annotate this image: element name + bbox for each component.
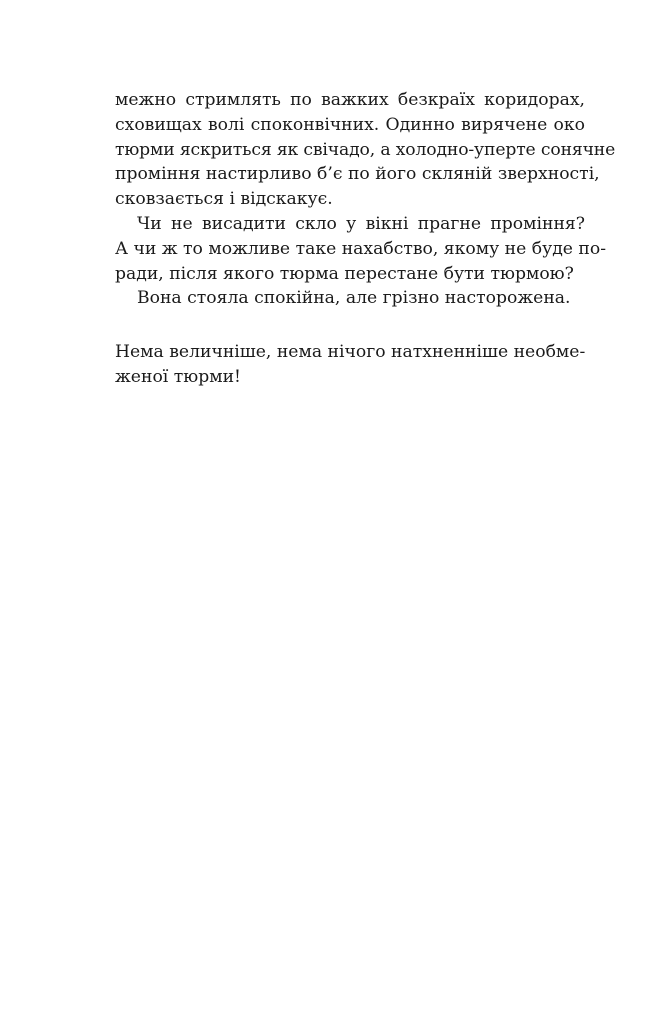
paragraph-line: межно стримлять по важких безкраїх коридорах, — [115, 90, 585, 110]
paragraph-1 — [115, 88, 616, 212]
paragraph-line: сковзається і відскакує. — [115, 189, 333, 210]
text-block-closing — [115, 340, 585, 390]
text-block-main — [115, 88, 616, 311]
paragraph-line: Вона стояла спокійна, але грізно насторожена. — [137, 288, 571, 309]
paragraph-line: тюрми яскриться як свічадо, а холодно-уперте сонячне — [115, 139, 616, 160]
paragraph-line: женої тюрми! — [115, 366, 241, 387]
paragraph-2 — [115, 212, 607, 286]
paragraph-line: Чи не висадити скло у вікні прагне проміння? — [137, 213, 585, 234]
paragraph-4 — [115, 340, 585, 390]
paragraph-line: проміння настирливо б’є по його скляній зверхності, — [115, 164, 600, 185]
paragraph-line: ради, після якого тюрма перестане бути тюрмою? — [115, 263, 574, 284]
paragraph-line: А чи ж то можливе таке нахабство, якому не буде по- — [115, 238, 607, 259]
paragraph-3 — [115, 286, 585, 311]
paragraph-line: сховищах волі споконвічних. Одинно вирячене око — [115, 114, 585, 135]
paragraph-line: Нема величніше, нема нічого натхненніше необме- — [115, 342, 586, 362]
